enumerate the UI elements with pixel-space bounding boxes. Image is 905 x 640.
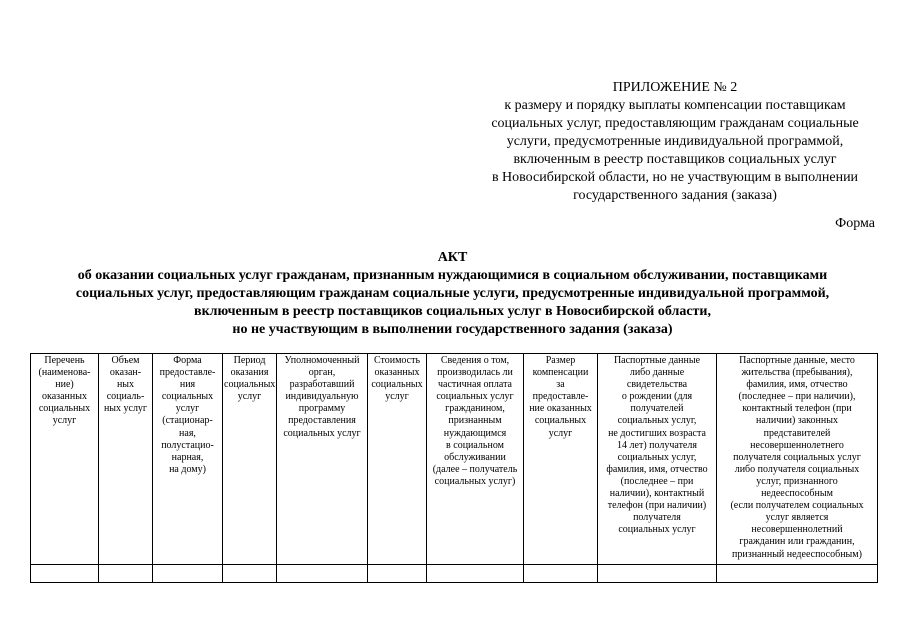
appendix-line: к размеру и порядку выплаты компенсации поставщикам	[504, 98, 846, 113]
table-cell[interactable]	[368, 565, 427, 583]
table-body	[31, 565, 878, 583]
act-title-block	[0, 249, 905, 339]
act-subtitle-line: но не участвующим в выполнении государственного задания (заказа)	[232, 322, 673, 337]
act-title: АКТ	[437, 250, 468, 265]
column-header-compensation-amount: Размер компенсации за предоставле- ние оказанных социальных услуг	[524, 354, 598, 565]
column-header-partial-payment: Сведения о том, производилась ли частичная оплата социальных услуг гражданином, признанным нуждающимся в социальном обслуживании (далее – получатель социальных услуг)	[427, 354, 524, 565]
appendix-block	[470, 79, 880, 205]
column-header-recipient-data: Паспортные данные либо данные свидетельства о рождении (для получателей социальных услуг, не достигших возраста 14 лет) получателя социальных услуг, фамилия, имя, отчество (последнее – при наличии), контактный телефон (при наличии) получателя социальных услуг	[598, 354, 717, 565]
appendix-line: в Новосибирской области, но не участвующим в выполнении	[491, 170, 859, 185]
table-cell[interactable]	[31, 565, 99, 583]
appendix-line: включенным в реестр поставщиков социальных услуг	[513, 152, 837, 167]
act-subtitle-line: об оказании социальных услуг гражданам, признанным нуждающимися в социальном обслуживании, поставщиками	[77, 268, 828, 283]
appendix-line: услуги, предусмотренные индивидуальной программой,	[506, 134, 844, 149]
table-cell[interactable]	[223, 565, 277, 583]
act-subtitle-line: включенным в реестр поставщиков социальных услуг в Новосибирской области,	[194, 304, 711, 319]
column-header-service-form: Форма предоставле- ния социальных услуг (стационар- ная, полустацио- нарная, на дому)	[153, 354, 223, 565]
column-header-services-list: Перечень (наименова- ние) оказанных социальных услуг	[31, 354, 99, 565]
table-header-row	[31, 354, 878, 565]
table-cell[interactable]	[717, 565, 878, 583]
column-header-representative-data: Паспортные данные, место жительства (пребывания), фамилия, имя, отчество (последнее – при наличии), контактный телефон (при наличии) законных представителей несовершеннолетнего получателя социальных услуг либо получателя социальных услуг, признанного недееспособным (если получателем социальных услуг является несовершеннолетний гражданин или гражданин, признанный недееспособным)	[717, 354, 878, 565]
column-header-services-volume: Объем оказан- ных социаль- ных услуг	[99, 354, 153, 565]
table-row	[31, 565, 878, 583]
appendix-line: государственного задания (заказа)	[573, 188, 777, 203]
column-header-services-cost: Стоимость оказанных социальных услуг	[368, 354, 427, 565]
appendix-line: социальных услуг, предоставляющим гражданам социальные	[491, 116, 859, 131]
table-cell[interactable]	[153, 565, 223, 583]
table-cell[interactable]	[99, 565, 153, 583]
act-table	[30, 353, 878, 583]
table-cell[interactable]	[524, 565, 598, 583]
table-cell[interactable]	[598, 565, 717, 583]
form-label: Форма	[835, 216, 875, 231]
table-header	[31, 354, 878, 565]
appendix-heading: ПРИЛОЖЕНИЕ № 2	[612, 80, 738, 95]
table-cell[interactable]	[427, 565, 524, 583]
table-cell[interactable]	[277, 565, 368, 583]
act-subtitle-line: социальных услуг, предоставляющим гражданам социальные услуги, предусмотренные индивидуальной программой,	[75, 286, 830, 301]
column-header-service-period: Период оказания социальных услуг	[223, 354, 277, 565]
column-header-authorized-body: Уполномоченный орган, разработавший индивидуальную программу предоставления социальных услуг	[277, 354, 368, 565]
